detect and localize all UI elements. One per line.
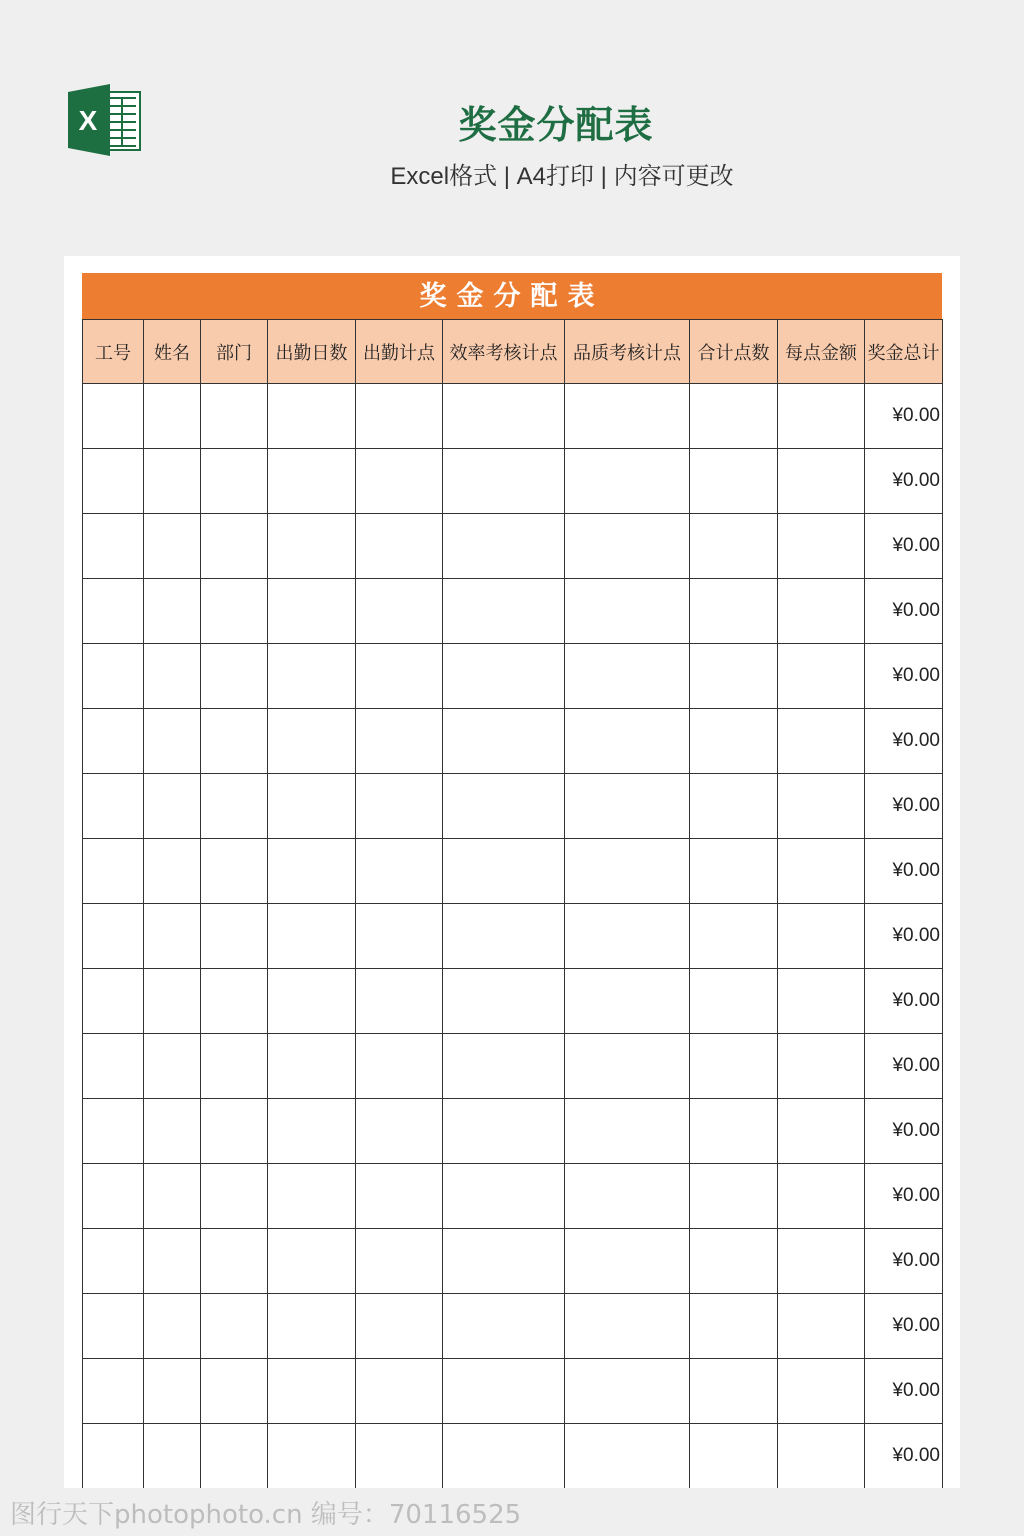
table-cell[interactable] [565,579,690,644]
table-cell[interactable] [201,1229,268,1294]
page-title: 奖金分配表 [458,105,654,147]
bonus-total-cell[interactable]: ¥0.00 [865,1099,943,1164]
table-cell[interactable] [443,449,565,514]
table-cell[interactable] [201,1164,268,1229]
column-header: 品质考核计点 [565,320,690,384]
table-cell[interactable] [443,644,565,709]
table-cell[interactable] [778,1359,865,1424]
bonus-total-cell[interactable]: ¥0.00 [865,1424,943,1489]
table-cell[interactable] [356,579,443,644]
table-cell[interactable] [778,1424,865,1489]
table-row [83,1424,943,1489]
table-cell[interactable] [690,514,778,579]
table-cell[interactable] [201,1099,268,1164]
table-cell[interactable] [565,449,690,514]
table-cell[interactable] [778,1294,865,1359]
table-cell[interactable] [565,774,690,839]
table-cell[interactable] [565,1229,690,1294]
bonus-total-cell[interactable]: ¥0.00 [865,839,943,904]
table-cell[interactable] [565,969,690,1034]
table-row [83,384,943,449]
table-cell[interactable] [690,904,778,969]
table-cell[interactable] [690,384,778,449]
table-cell[interactable] [443,579,565,644]
table-cell[interactable] [565,644,690,709]
table-cell[interactable] [144,839,201,904]
bonus-total-cell[interactable]: ¥0.00 [865,1294,943,1359]
bonus-total-cell[interactable]: ¥0.00 [865,1164,943,1229]
table-cell[interactable] [778,709,865,774]
table-cell[interactable] [268,1229,356,1294]
bonus-total-cell[interactable]: ¥0.00 [865,514,943,579]
table-cell[interactable] [690,774,778,839]
table-cell[interactable] [443,1099,565,1164]
bonus-total-cell[interactable]: ¥0.00 [865,1034,943,1099]
table-cell[interactable] [201,1294,268,1359]
table-cell[interactable] [778,1099,865,1164]
table-cell[interactable] [443,1229,565,1294]
table-cell[interactable] [268,839,356,904]
table-cell[interactable] [690,839,778,904]
table-cell[interactable] [144,1034,201,1099]
table-cell[interactable] [83,904,144,969]
table-cell[interactable] [83,709,144,774]
table-cell[interactable] [268,969,356,1034]
table-cell[interactable] [565,839,690,904]
table-cell[interactable] [83,1294,144,1359]
table-cell[interactable] [690,709,778,774]
page-subtitle: Excel格式 | A4打印 | 内容可更改 [390,163,734,190]
table-cell[interactable] [83,1359,144,1424]
bonus-total-cell[interactable]: ¥0.00 [865,644,943,709]
table-cell[interactable] [690,1099,778,1164]
table-cell[interactable] [778,904,865,969]
table-cell[interactable] [565,904,690,969]
table-cell[interactable] [443,774,565,839]
table-cell[interactable] [443,1424,565,1489]
table-cell[interactable] [201,969,268,1034]
table-cell[interactable] [268,514,356,579]
bonus-total-cell[interactable]: ¥0.00 [865,1359,943,1424]
table-row [83,1164,943,1229]
table-cell[interactable] [565,1099,690,1164]
column-header: 效率考核计点 [443,320,565,384]
table-cell[interactable] [201,709,268,774]
column-header: 出勤日数 [268,320,356,384]
table-cell[interactable] [778,1229,865,1294]
table-cell[interactable] [144,709,201,774]
table-row [83,904,943,969]
table-cell[interactable] [83,1424,144,1489]
table-cell[interactable] [443,384,565,449]
table-cell[interactable] [201,644,268,709]
table-cell[interactable] [201,1424,268,1489]
table-cell[interactable] [356,644,443,709]
table-cell[interactable] [144,1164,201,1229]
table-cell[interactable] [690,644,778,709]
table-cell[interactable] [268,1424,356,1489]
table-cell[interactable] [268,1294,356,1359]
table-cell[interactable] [443,1359,565,1424]
table-cell[interactable] [690,969,778,1034]
table-cell[interactable] [144,904,201,969]
table-cell[interactable] [268,1034,356,1099]
bonus-total-cell[interactable]: ¥0.00 [865,904,943,969]
table-cell[interactable] [443,514,565,579]
table-cell[interactable] [144,1359,201,1424]
table-cell[interactable] [778,384,865,449]
table-cell[interactable] [443,904,565,969]
table-cell[interactable] [268,1164,356,1229]
table-cell[interactable] [356,514,443,579]
table-cell[interactable] [144,969,201,1034]
column-header: 部门 [201,320,268,384]
table-cell[interactable] [356,449,443,514]
table-cell[interactable] [201,904,268,969]
table-cell[interactable] [356,839,443,904]
table-row [83,969,943,1034]
column-header: 出勤计点 [356,320,443,384]
table-cell[interactable] [201,774,268,839]
table-cell[interactable] [83,1229,144,1294]
watermark-text: 图行天下photophoto.cn 编号：70116525 [10,1500,522,1530]
table-cell[interactable] [356,1424,443,1489]
table-cell[interactable] [268,449,356,514]
table-cell[interactable] [268,644,356,709]
table-cell[interactable] [144,1229,201,1294]
table-cell[interactable] [443,839,565,904]
table-cell[interactable] [268,709,356,774]
table-row [83,1359,943,1424]
bonus-total-cell[interactable]: ¥0.00 [865,579,943,644]
table-cell[interactable] [356,1099,443,1164]
table-cell[interactable] [83,579,144,644]
table-cell[interactable] [690,1359,778,1424]
table-body [83,384,943,1489]
bonus-total-cell[interactable]: ¥0.00 [865,1229,943,1294]
bonus-total-cell[interactable]: ¥0.00 [865,384,943,449]
table-cell[interactable] [144,644,201,709]
table-cell[interactable] [201,1359,268,1424]
table-cell[interactable] [83,1099,144,1164]
table-row [83,709,943,774]
table-cell[interactable] [83,1164,144,1229]
table-cell[interactable] [144,449,201,514]
column-header: 每点金额 [778,320,865,384]
table-cell[interactable] [268,384,356,449]
table-cell[interactable] [356,969,443,1034]
table-cell[interactable] [778,514,865,579]
table-cell[interactable] [144,774,201,839]
table-cell[interactable] [83,1034,144,1099]
table-cell[interactable] [83,644,144,709]
table-cell[interactable] [443,969,565,1034]
table-header-row [83,320,943,384]
table-cell[interactable] [144,1294,201,1359]
table-row [83,579,943,644]
bonus-table-container [82,273,942,1488]
table-row [83,1229,943,1294]
table-cell[interactable] [356,1034,443,1099]
table-cell[interactable] [268,1099,356,1164]
table-cell[interactable] [778,839,865,904]
table-cell[interactable] [144,1099,201,1164]
table-cell[interactable] [778,579,865,644]
table-cell[interactable] [356,1229,443,1294]
table-row [83,1294,943,1359]
table-cell[interactable] [201,579,268,644]
table-row [83,449,943,514]
table-cell[interactable] [356,774,443,839]
table-cell[interactable] [778,644,865,709]
table-cell[interactable] [778,774,865,839]
table-cell[interactable] [83,514,144,579]
table-cell[interactable] [565,384,690,449]
bonus-total-cell[interactable]: ¥0.00 [865,449,943,514]
table-cell[interactable] [690,1164,778,1229]
table-row [83,774,943,839]
table-cell[interactable] [565,1424,690,1489]
column-header: 姓名 [144,320,201,384]
table-cell[interactable] [690,1424,778,1489]
table-cell[interactable] [565,709,690,774]
table-cell[interactable] [83,774,144,839]
paper-sheet [64,256,960,1488]
sheet-title: 奖金分配表 [82,273,942,319]
table-cell[interactable] [443,1034,565,1099]
table-cell[interactable] [690,1034,778,1099]
table-cell[interactable] [83,969,144,1034]
table-cell[interactable] [356,904,443,969]
table-cell[interactable] [83,839,144,904]
table-cell[interactable] [201,449,268,514]
table-cell[interactable] [268,1359,356,1424]
table-cell[interactable] [201,514,268,579]
table-cell[interactable] [778,969,865,1034]
table-cell[interactable] [144,384,201,449]
table-cell[interactable] [778,1034,865,1099]
table-cell[interactable] [356,1359,443,1424]
bonus-total-cell[interactable]: ¥0.00 [865,709,943,774]
table-cell[interactable] [356,384,443,449]
table-cell[interactable] [443,709,565,774]
table-cell[interactable] [565,1359,690,1424]
table-cell[interactable] [778,1164,865,1229]
table-cell[interactable] [201,839,268,904]
table-cell[interactable] [565,1294,690,1359]
table-cell[interactable] [356,1294,443,1359]
table-cell[interactable] [144,1424,201,1489]
excel-letter: X [78,105,98,136]
table-cell[interactable] [565,1034,690,1099]
table-cell[interactable] [443,1164,565,1229]
table-cell[interactable] [268,904,356,969]
bonus-total-cell[interactable]: ¥0.00 [865,969,943,1034]
column-header: 合计点数 [690,320,778,384]
table-cell[interactable] [778,449,865,514]
table-cell[interactable] [565,1164,690,1229]
table-cell[interactable] [144,514,201,579]
table-row [83,839,943,904]
table-row [83,1099,943,1164]
table-row [83,1034,943,1099]
column-header: 工号 [83,320,144,384]
table-cell[interactable] [83,449,144,514]
table-cell[interactable] [268,579,356,644]
table-cell[interactable] [144,579,201,644]
bonus-total-cell[interactable]: ¥0.00 [865,774,943,839]
table-cell[interactable] [443,1294,565,1359]
table-cell[interactable] [201,384,268,449]
table-row [83,514,943,579]
table-cell[interactable] [690,579,778,644]
table-cell[interactable] [690,449,778,514]
table-cell[interactable] [356,709,443,774]
table-cell[interactable] [565,514,690,579]
table-cell[interactable] [690,1229,778,1294]
table-cell[interactable] [690,1294,778,1359]
table-row [83,644,943,709]
table-cell[interactable] [268,774,356,839]
table-cell[interactable] [201,1034,268,1099]
table-cell[interactable] [356,1164,443,1229]
bonus-table [82,319,943,1488]
table-cell[interactable] [83,384,144,449]
column-header: 奖金总计 [865,320,943,384]
